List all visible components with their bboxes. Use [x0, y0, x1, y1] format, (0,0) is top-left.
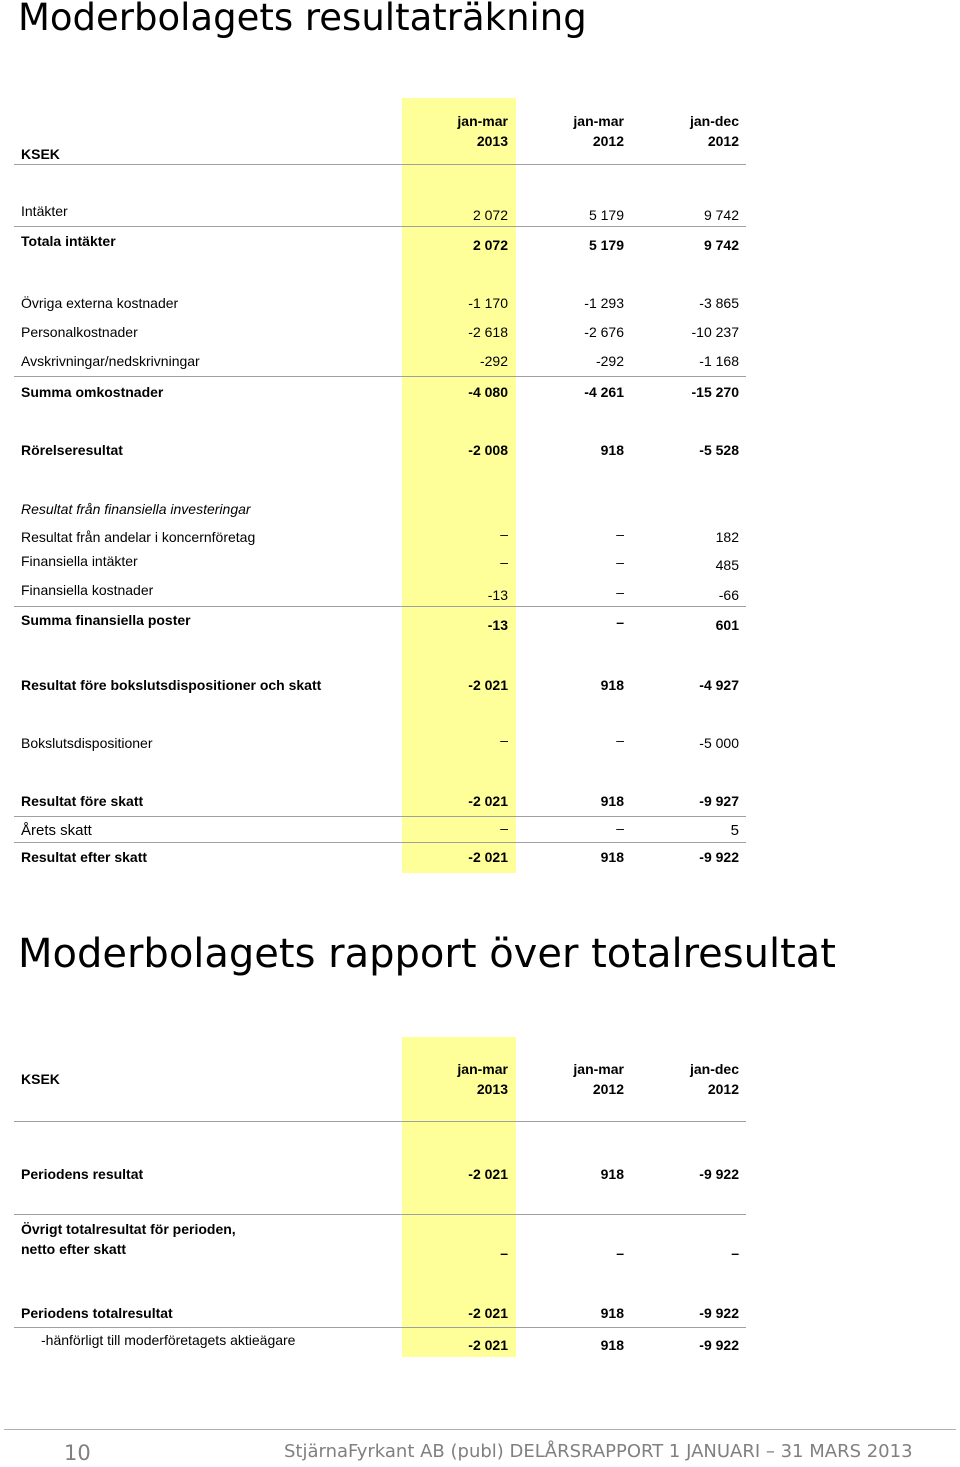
row-value: -2 021 [468, 1166, 508, 1182]
row-label-line1: Övrigt totalresultat för perioden, [21, 1221, 236, 1237]
comprehensive-col1-line1: jan-mar [457, 1061, 508, 1077]
row-value: 5 [730, 822, 739, 839]
row-value: -9 922 [699, 1305, 739, 1321]
row-value: -4 261 [584, 384, 624, 400]
row-value: -66 [718, 587, 739, 603]
row-value: 918 [600, 1166, 624, 1182]
row-value: -2 021 [468, 849, 508, 865]
row-rule [14, 606, 746, 607]
row-label: Övriga externa kostnader [21, 295, 179, 311]
row-value: 918 [600, 677, 624, 693]
comprehensive-col2-line2: 2012 [592, 1081, 624, 1097]
income-col1-line2: 2013 [476, 133, 508, 149]
row-value: -2 021 [468, 793, 508, 809]
row-value: -2 021 [468, 677, 508, 693]
row-value: -9 922 [699, 1166, 739, 1182]
row-label: Periodens resultat [21, 1166, 144, 1182]
row-label: Personalkostnader [21, 324, 138, 340]
row-value: 918 [600, 1305, 624, 1321]
comprehensive-income-title: Moderbolagets rapport över totalresultat [18, 931, 836, 977]
row-value: -2 008 [468, 442, 508, 458]
row-value: – [616, 584, 624, 600]
row-value: – [616, 732, 624, 748]
row-value: – [500, 732, 508, 748]
row-rule [14, 1214, 746, 1215]
row-value: -1 170 [468, 295, 508, 311]
row-value: 918 [600, 442, 624, 458]
row-rule [14, 376, 746, 377]
row-value: -292 [595, 353, 624, 369]
row-value: 5 179 [588, 207, 624, 223]
comprehensive-header-rule [14, 1121, 746, 1122]
row-value: 485 [715, 557, 739, 573]
row-label: Intäkter [21, 203, 68, 219]
row-value: -2 021 [468, 1337, 508, 1353]
row-value: -10 237 [691, 324, 739, 340]
row-value: -3 865 [699, 295, 739, 311]
income-statement-title: Moderbolagets resultaträkning [18, 0, 587, 39]
row-value: -9 922 [699, 849, 739, 865]
row-value: 182 [715, 529, 739, 545]
row-value: -2 618 [468, 324, 508, 340]
income-header-rule [14, 164, 746, 165]
row-label: Årets skatt [21, 822, 92, 839]
income-col3-line1: jan-dec [689, 113, 739, 129]
income-col3-line2: 2012 [707, 133, 739, 149]
row-label: Totala intäkter [21, 233, 116, 249]
row-value: 9 742 [703, 207, 739, 223]
row-label: Avskrivningar/nedskrivningar [21, 353, 200, 369]
comprehensive-col3-line1: jan-dec [689, 1061, 739, 1077]
row-value: 601 [715, 617, 739, 633]
row-value: -9 922 [699, 1337, 739, 1353]
row-rule [14, 816, 746, 817]
footer-rule [4, 1429, 956, 1430]
row-value: – [500, 1245, 508, 1261]
row-label: Bokslutsdispositioner [21, 735, 153, 751]
row-value: -292 [479, 353, 508, 369]
row-value: -13 [487, 617, 508, 633]
income-col1-line1: jan-mar [457, 113, 508, 129]
row-label: Resultat före bokslutsdispositioner och skatt [21, 677, 322, 693]
row-value: -2 676 [584, 324, 624, 340]
income-col2-line1: jan-mar [573, 113, 624, 129]
row-value: 9 742 [703, 237, 739, 253]
row-value: -9 927 [699, 793, 739, 809]
row-value: -4 080 [468, 384, 508, 400]
row-label: Summa finansiella poster [21, 612, 191, 628]
comprehensive-col2-line1: jan-mar [573, 1061, 624, 1077]
row-value: -5 000 [699, 735, 739, 751]
row-value: -2 021 [468, 1305, 508, 1321]
row-rule [14, 842, 746, 843]
row-value: -1 168 [699, 353, 739, 369]
row-rule [14, 226, 746, 227]
row-value: 918 [600, 849, 624, 865]
row-value: -5 528 [699, 442, 739, 458]
row-label: Summa omkostnader [21, 384, 164, 400]
row-value: – [500, 554, 508, 570]
row-value: 918 [600, 793, 624, 809]
row-label: Resultat från finansiella investeringar [21, 501, 251, 517]
row-label: -hänförligt till moderföretagets aktieägare [41, 1332, 296, 1348]
row-value: 918 [600, 1337, 624, 1353]
row-label: Rörelseresultat [21, 442, 123, 458]
row-label: Periodens totalresultat [21, 1305, 173, 1321]
row-value: – [616, 614, 624, 630]
row-label: Resultat före skatt [21, 793, 144, 809]
row-value: -4 927 [699, 677, 739, 693]
row-rule [14, 1327, 746, 1328]
row-label-line2: netto efter skatt [21, 1241, 127, 1257]
row-value: -13 [487, 587, 508, 603]
row-value: – [731, 1245, 739, 1261]
footer-text: StjärnaFyrkant AB (publ) DELÅRSRAPPORT 1 JANUARI – 31 MARS 2013 [284, 1441, 913, 1462]
row-value: 2 072 [472, 237, 508, 253]
comprehensive-unit-label: KSEK [21, 1071, 60, 1087]
row-label: Finansiella intäkter [21, 553, 138, 569]
page-number: 10 [64, 1441, 91, 1465]
income-unit-label: KSEK [21, 146, 60, 162]
row-value: -15 270 [691, 384, 739, 400]
row-label: Resultat efter skatt [21, 849, 148, 865]
row-value: 5 179 [588, 237, 624, 253]
row-value: – [616, 554, 624, 570]
row-value: – [616, 820, 624, 836]
row-value: – [616, 526, 624, 542]
row-value: – [500, 526, 508, 542]
comprehensive-col1-line2: 2013 [476, 1081, 508, 1097]
row-value: – [616, 1245, 624, 1261]
comprehensive-col3-line2: 2012 [707, 1081, 739, 1097]
row-label: Resultat från andelar i koncernföretag [21, 529, 256, 545]
row-value: 2 072 [472, 207, 508, 223]
row-label: Finansiella kostnader [21, 582, 154, 598]
row-value: -1 293 [584, 295, 624, 311]
row-value: – [500, 820, 508, 836]
income-col2-line2: 2012 [592, 133, 624, 149]
